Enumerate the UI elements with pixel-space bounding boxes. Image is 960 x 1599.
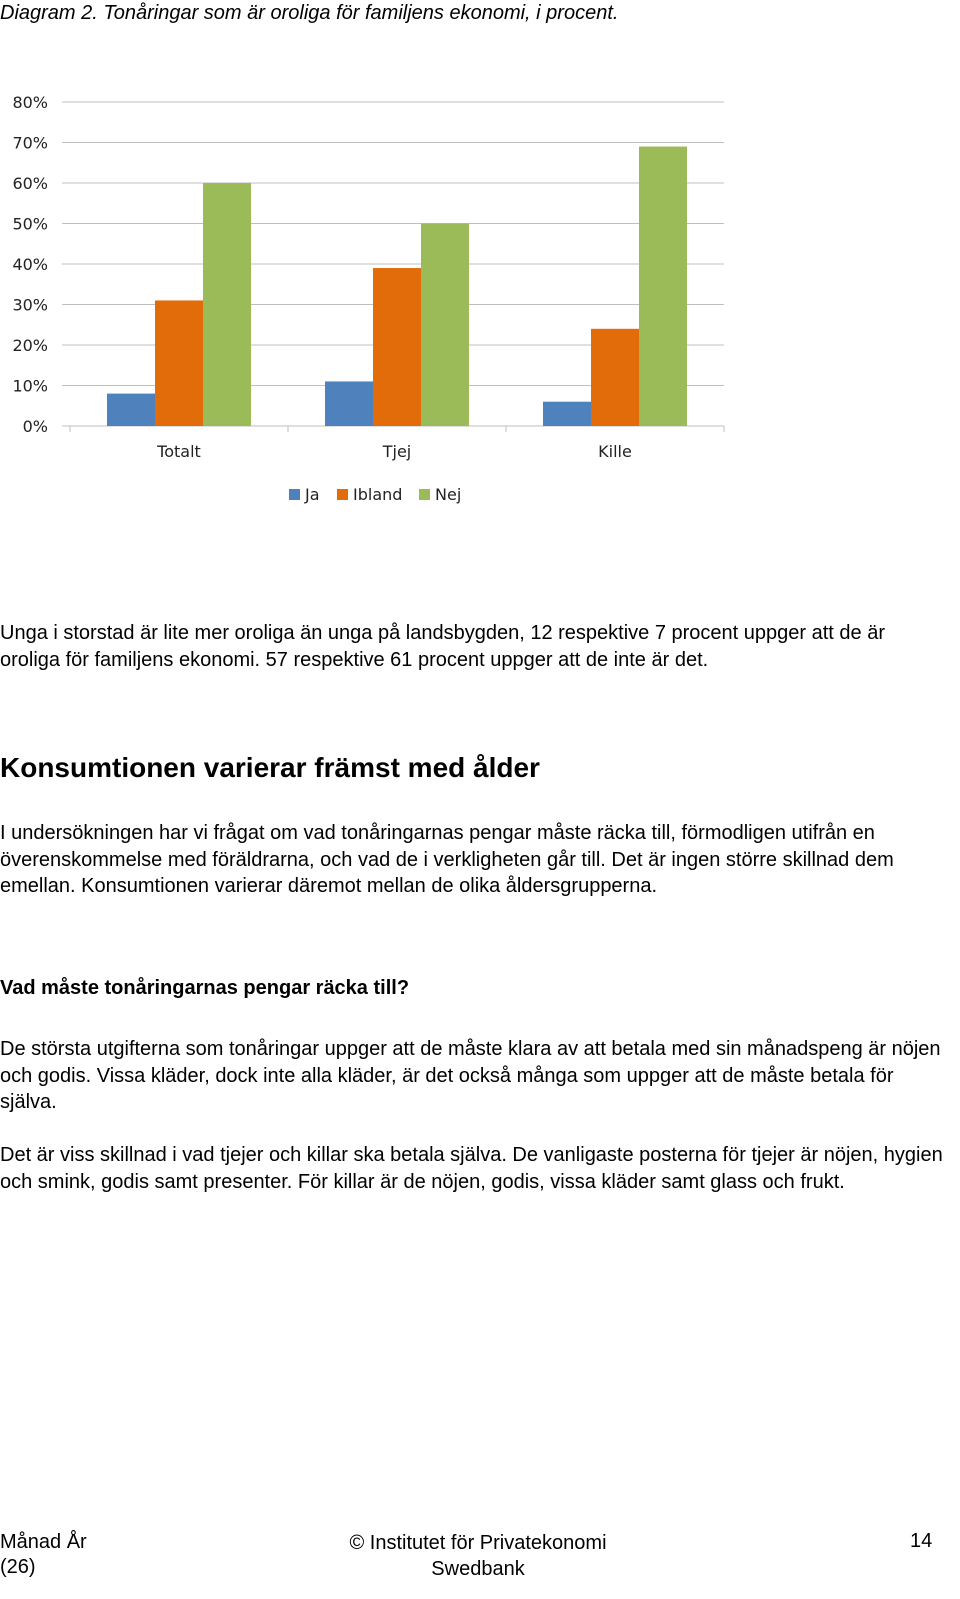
subheading-what-money-covers: Vad måste tonåringarnas pengar räcka till? bbox=[0, 977, 410, 999]
legend-label-nej: Nej bbox=[435, 485, 462, 504]
footer-month-year: Månad År bbox=[0, 1531, 87, 1553]
legend-swatch-ja bbox=[289, 489, 300, 500]
bar-ja-tjej bbox=[325, 381, 373, 426]
y-tick-label: 30% bbox=[12, 295, 48, 315]
legend-swatch-nej bbox=[419, 489, 430, 500]
figure-caption: Diagram 2. Tonåringar som är oroliga för familjens ekonomi, i procent. bbox=[0, 2, 619, 24]
bar-ibland-tjej bbox=[373, 268, 421, 426]
bar-ja-kille bbox=[543, 402, 591, 426]
legend-label-ibland: Ibland bbox=[353, 485, 403, 504]
paragraph-regional-worry: Unga i storstad är lite mer oroliga än unga på landsbygden, 12 respektive 7 procent uppger att de är oroliga för familjens ekonomi. 57 respektive 61 procent uppger att de inte är det. bbox=[0, 622, 885, 671]
y-axis-tick-labels bbox=[12, 93, 48, 436]
footer-copyright: © Institutet för Privatekonomi bbox=[349, 1532, 607, 1554]
x-axis bbox=[70, 426, 724, 432]
x-category-label: Kille bbox=[598, 442, 632, 461]
paragraph-largest-expenses: De största utgifterna som tonåringar uppger att de måste klara av att betala med sin månadspeng är nöjen och godis. Vissa kläder, dock inte alla kläder, är det också många som uppger att de måste betala för själva. bbox=[0, 1038, 941, 1113]
legend-label-ja: Ja bbox=[305, 485, 320, 504]
x-axis-category-labels bbox=[156, 442, 632, 461]
footer-issue-number: (26) bbox=[0, 1556, 36, 1578]
footer-page-number: 14 bbox=[910, 1530, 933, 1552]
bar-ibland-kille bbox=[591, 329, 639, 426]
chart-legend bbox=[289, 485, 461, 504]
y-tick-label: 50% bbox=[12, 214, 48, 234]
bar-nej-totalt bbox=[203, 183, 251, 426]
y-tick-label: 10% bbox=[12, 376, 48, 396]
x-category-label: Tjej bbox=[382, 442, 412, 461]
y-tick-label: 40% bbox=[12, 255, 48, 274]
y-tick-label: 60% bbox=[12, 174, 48, 193]
bar-ja-totalt bbox=[107, 394, 155, 426]
bar-ibland-totalt bbox=[155, 300, 203, 426]
y-tick-label: 20% bbox=[12, 336, 48, 355]
y-tick-label: 80% bbox=[12, 93, 48, 112]
y-tick-label: 0% bbox=[22, 417, 48, 436]
section-heading-consumption: Konsumtionen varierar främst med ålder bbox=[0, 752, 540, 783]
chart-bars bbox=[107, 147, 687, 426]
paragraph-survey-intro: I undersökningen har vi frågat om vad tonåringarnas pengar måste räcka till, förmodligen utifrån en överenskommelse med föräldrarna, och vad de i verkligheten går till. Det är ingen större skillnad dem emellan. Konsumtionen varierar däremot mellan de olika åldersgrupperna. bbox=[0, 822, 894, 897]
bar-nej-kille bbox=[639, 147, 687, 426]
y-tick-label: 70% bbox=[12, 133, 48, 153]
paragraph-gender-differences: Det är viss skillnad i vad tjejer och killar ska betala själva. De vanligaste posterna för tjejer är nöjen, hygien och smink, godis samt presenter. För killar är de nöjen, godis, vissa kläder samt glass och frukt. bbox=[0, 1144, 943, 1193]
bar-nej-tjej bbox=[421, 224, 469, 427]
bar-chart bbox=[0, 80, 760, 520]
footer-date-block bbox=[0, 1530, 87, 1580]
x-category-label: Totalt bbox=[157, 442, 201, 461]
footer-publisher-name: Swedbank bbox=[431, 1558, 525, 1580]
footer-publisher bbox=[333, 1530, 623, 1582]
legend-swatch-ibland bbox=[337, 489, 348, 500]
